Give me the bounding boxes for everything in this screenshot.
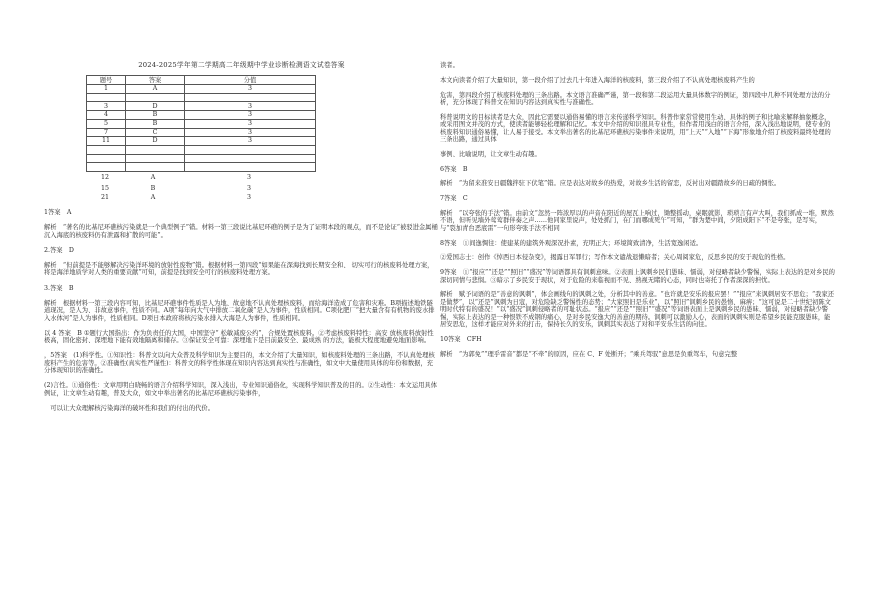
header-answer: 答案 xyxy=(126,76,185,85)
paragraph: 9答案 ①“报应”“还是”“照旧”“盛况”等词语都具有讽刺意味。②表面上讽刺乡民们愚昧、懦弱，对侵略者缺少警惕，实际上表达的是对乡民的深切同情与悲悯。③暗示了乡民安于现状，对于危险的来临视而不见、熟视无睹的心态，同时也寄托了作者深深的担忧。 xyxy=(440,269,835,284)
paragraph: 可以让大众理解核污染海洋的破坏性和我们的付出的代价。 xyxy=(44,405,215,413)
paragraph: 10答案 CFH xyxy=(440,335,482,343)
cell: 5 xyxy=(87,119,126,128)
paragraph: 7答案 C xyxy=(440,195,468,203)
cell: A xyxy=(126,85,185,94)
extra-number: 15 xyxy=(100,184,109,192)
table-row xyxy=(87,154,316,163)
cell: 3 xyxy=(185,111,316,120)
cell xyxy=(87,145,126,154)
cell: 7 xyxy=(87,128,126,137)
table-row xyxy=(87,119,316,128)
table-row xyxy=(87,93,316,102)
paragraph: 科普说明文的目标读者是大众，因此它需要以通俗易懂的语言来传递科学知识。科普作家常常使用生动、具体的例子和比喻来解释抽象概念，或采用图文并茂的方式，使读者能够轻松理解和记忆。本文中介绍的知识很具专业性，但作者用浅白的语言介绍，深入浅出地说明，使专业的核废料知识通俗易懂，让人易于接受。本文举出著名的比基尼环礁核污染事件来说明，用“上天”“入地”“下海”形象地介绍了核废料最终处理的三条出路，通过具体 xyxy=(440,113,831,144)
cell: B xyxy=(126,119,185,128)
paragraph: 本文向读者介绍了大量知识，第一段介绍了过去几十年进入海洋的核废料，第三段介绍了不认真处理核废料产生的 xyxy=(440,76,755,84)
cell: 3 xyxy=(185,85,316,94)
cell: 3 xyxy=(185,102,316,111)
cell xyxy=(87,93,126,102)
cell: 3 xyxy=(87,102,126,111)
left-column xyxy=(44,62,439,420)
cell xyxy=(126,163,185,172)
paragraph: 3.答案 B xyxy=(44,284,74,292)
paragraph: 解析 根据材料一第三段内容可知，比基尼环礁事件性质是人为地、故意地不认真处理核废料，而给海洋造成了危害和灾难。B项描述地铁隧道现况，是人为、非故意事件，性质不同。A项“每年向大气中排放二氧化碳”是人为事件，性质相同。C项化肥厂“把大量含有有机物的废水排入水体河”是人为事件，性质相同。D项日本政府将核污染水排入大海是人为事件，性质相同。 xyxy=(44,299,435,322)
extra-answer: A xyxy=(150,173,156,181)
paragraph: 解析 “为郭免”“理乎雷音”都是“不牵”的原因，应在 C、F 处断开；“乘兵驾驭”意思是负重驾车，句意完整 xyxy=(440,350,738,358)
cell: 1 xyxy=(87,85,126,94)
document-title: 2024-2025学年第二学期高二年级期中学业诊断检测语文试卷答案 xyxy=(138,61,345,69)
list-item xyxy=(86,174,316,185)
extra-score: 3 xyxy=(246,193,251,201)
header-question-number: 题号 xyxy=(87,76,126,85)
cell: D xyxy=(126,137,185,146)
cell xyxy=(126,93,185,102)
table-row xyxy=(87,145,316,154)
cell: B xyxy=(126,111,185,120)
extra-number: 21 xyxy=(100,193,109,201)
cell: C xyxy=(126,128,185,137)
paragraph: 解析 赋予词语的是“善意的讽刺”，体会画线句的讽刺之处，分析其中的善意。“也许就是安乐的报应罢！”“报应”来讽刺居安不思危；“我家还是做梦”，以“还是”讽刺为日寇，对危险缺乏警惕性的态势；“大家照旧是乐业”，以“照旧”讽刺乡民的愚惰、麻痹；“这可说是二十世纪初陈文明时代特有的盛况！”以“盛况”讽刺侵略者的可耻状态。“报应”“还是”“照旧”“盛况”等词语表面上是讽刺乡民的愚昧、懦弱，对侵略者缺少警惕，实际上表达的是一种恨铁不成钢的痛心，是对乡民安逸大的善意的期待。讽刺可以激励人心，表面的讽刺实则是希望乡民能克服愚昧，能居安思危，这样才能应对外来的打击，保持长久的安乐，讽刺其实表达了对和平安乐生活的向往。 xyxy=(440,291,835,329)
paragraph: 危害，第四段介绍了核废料处理的三条出路。本文语言准确严谨，第一段和第二段运用大量具体数字的例证，第四段中几种不同处理方法的分析，充分体现了科普文在知识内容达到真实性与准确性。 xyxy=(440,91,831,106)
paragraph: 以 4 答案 B ①题行大国指出：作为负责任的大国，中国坚守“ 松敏减废公约”，合规处置核废料。②考虑核废料特性：高安 放核废料放射性极高，固化密封、深埋地下能有效地隔离和储存。③保证安全可靠：深埋地下是目前最安全、最成熟 的方法，能极大程度地避免地面影响。 xyxy=(44,329,434,345)
paragraph: 8答案 ①间逸惆往：使建某的建筑外观深况扑素，充明正大；环境简致清净，生活宽逸闲适。 xyxy=(440,239,703,247)
cell: 4 xyxy=(87,111,126,120)
cell xyxy=(185,93,316,102)
table-header-row xyxy=(87,76,316,85)
cell: 11 xyxy=(87,137,126,146)
extra-score: 3 xyxy=(246,184,251,192)
paragraph: 事例、比喻说明，让文章生动有趣。 xyxy=(440,150,541,158)
paragraph: 解析 “以夸张的手法”错。由前文“忽然一阵浓厚以的声音在阳近的屋瓦上响过，锄整摇动，桌眠就影，琐琐言有声大叫，我们抓成一堆，默然不语，但听见墙外莺莺群伴奏之声……他同家里说声，处处抓门，在门而哪成死午”可知，“群为楚中间，夕阳成阳下“不是夸张，是写实，与“裂加青台恶底雷”一句形夸张手法不相同 xyxy=(440,210,834,232)
extra-score: 3 xyxy=(246,173,251,181)
cell xyxy=(185,154,316,163)
paragraph: (2)言性。①通俗性：文章用明白晓畅的语言介绍科学知识，深入浅出，专业知识通俗化，实现科学知识普及的目的。②生动性：本文运用具体例证，让文章生动有趣，普及大众，如文中举出著名的比基尼环礁核污染事件， xyxy=(44,382,438,397)
table-row xyxy=(87,102,316,111)
table-row xyxy=(87,137,316,146)
cell xyxy=(126,154,185,163)
table-row xyxy=(87,111,316,120)
extra-number: 12 xyxy=(100,173,109,181)
right-column xyxy=(440,62,835,365)
cell: D xyxy=(126,102,185,111)
extra-answer-rows xyxy=(86,174,316,205)
left-text xyxy=(44,209,439,412)
table-row xyxy=(87,85,316,94)
cell xyxy=(87,163,126,172)
cell xyxy=(87,154,126,163)
paragraph: ②爱国志士：创作《悼西日本侵杂变》，揭露日军罪行；写作本文谴战退懒暗者；关心周阅家危，反思乡民的安于现危的性格。 xyxy=(440,254,790,262)
paragraph: ，5答案 (1)科学性。①知识性：科普文以向大众普及科学知识为主要目的，本文介绍了大量知识，如核废料处理的三条出路，不认真处理核废料产生的危害等。②准确性(真实性严谨性)：科普文的科学性体现在知识内容达到真实性与准确性，如文中大量使用具体的年份和数据，充分体现知识的准确性。 xyxy=(44,352,435,375)
paragraph: 解析 “为留来准安日疆魏拌驻下伏笔”错。应是表达对故乡的热爱，对故乡生活的留恋，反衬出对疆踏故乡的日疏的惆怅。 xyxy=(440,180,781,188)
answer-table xyxy=(86,75,316,172)
paragraph: 1答案 A xyxy=(44,208,72,216)
paragraph: 读者。 xyxy=(440,62,459,69)
cell: 3 xyxy=(185,119,316,128)
cell: 3 xyxy=(185,128,316,137)
cell xyxy=(185,163,316,172)
header-score: 分值 xyxy=(185,76,316,85)
list-item xyxy=(86,185,316,194)
paragraph: 解析 “著名的比基尼环礁核污染就是一个典型例子”错。材料一第三段说比基尼环礁的例子是为了证明本段的观点，而不是论证“被驳进金属桶沉入海底的核废料仍有泄露和扩散的可能”。 xyxy=(44,224,438,239)
table-row xyxy=(87,163,316,172)
extra-answer: A xyxy=(150,193,156,201)
paragraph: 6答案 B xyxy=(440,165,468,173)
list-item xyxy=(86,194,316,205)
extra-answer: B xyxy=(150,184,156,192)
paragraph: 解析 “但前提是不能够解决污染洋环境的放射性废物”错。根据材料一第四段“如果能在深海找到长期安全和、 切实可行的核废料处理方案，将是海洋地质学对人类的重要贡献”可知，前提是找到安全可行的核废料处理方案。 xyxy=(44,261,434,277)
cell xyxy=(126,145,185,154)
paragraph: 2.答案 D xyxy=(44,246,74,254)
table-row xyxy=(87,128,316,137)
cell xyxy=(185,145,316,154)
cell: 3 xyxy=(185,137,316,146)
